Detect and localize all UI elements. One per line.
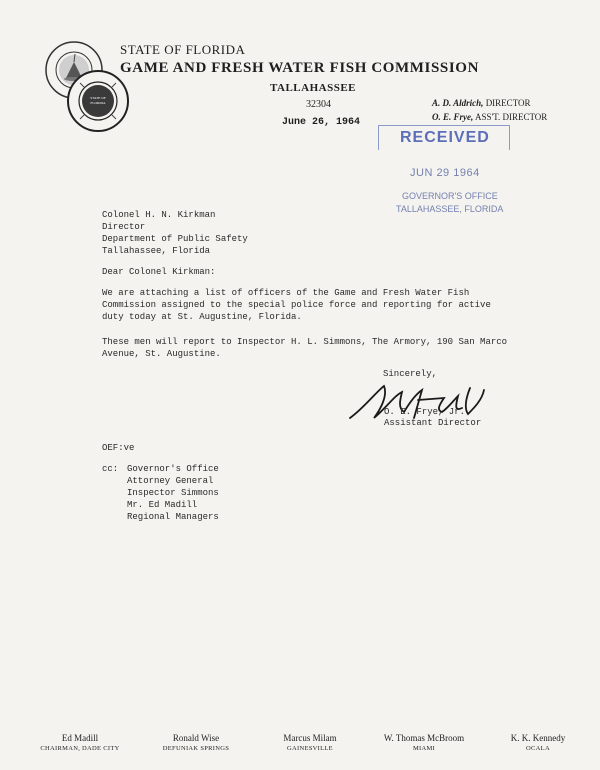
address-line: Director (102, 222, 146, 232)
letter-date: June 26, 1964 (282, 117, 361, 128)
cc-recipient: Inspector Simmons (127, 488, 219, 498)
board-member (480, 733, 596, 753)
member-place: CHAIRMAN, DADE CITY (40, 745, 120, 752)
member-name: W. Thomas McBroom (383, 733, 465, 743)
signer-name: O. E. Frye, Jr. (384, 407, 466, 417)
salutation: Dear Colonel Kirkman: (102, 267, 216, 277)
asst-director-title: ASS'T. DIRECTOR (475, 112, 548, 122)
board-member (252, 733, 368, 753)
zip-code: 32304 (306, 99, 331, 110)
seal-center-text: STATE OF FLORIDA (90, 96, 106, 105)
member-place: OCALA (526, 745, 550, 752)
member-name: K. K. Kennedy (510, 733, 566, 743)
address-line: Tallahassee, Florida (102, 246, 211, 256)
asst-director-line (432, 112, 547, 122)
board-member (366, 733, 482, 753)
member-name: Ed Madill (61, 733, 99, 743)
stamp-office: GOVERNOR'S OFFICE (402, 191, 498, 201)
asst-director-name: O. E. Frye, (432, 112, 474, 122)
member-place: MIAMI (412, 745, 436, 752)
body-paragraph: We are attaching a list of officers of the Game and Fresh Water Fish Commission assigned to the special police force and reporting for active duty today at St. Augustine, Florida. (102, 288, 491, 322)
member-name: Marcus Milam (283, 733, 337, 743)
closing: Sincerely, (383, 369, 438, 379)
stamp-date: JUN 29 1964 (410, 167, 480, 179)
director-line (432, 98, 531, 108)
commission-title: GAME AND FRESH WATER FISH COMMISSION (120, 60, 480, 76)
member-name: Ronald Wise (172, 733, 220, 743)
board-member (138, 733, 254, 753)
cc-recipient: Regional Managers (127, 512, 219, 522)
cc-recipient: Mr. Ed Madill (127, 500, 198, 510)
city-header: TALLAHASSEE (270, 82, 356, 94)
cc-label: cc: (102, 464, 119, 474)
director-title: DIRECTOR (485, 98, 531, 108)
member-place: DEFUNIAK SPRINGS (162, 745, 230, 752)
cc-recipient: Governor's Office (127, 464, 219, 474)
state-header: STATE OF FLORIDA (120, 42, 246, 57)
signer-title: Assistant Director (384, 418, 482, 428)
stamp-received: RECEIVED (400, 129, 490, 146)
member-place: GAINESVILLE (287, 745, 333, 752)
address-line: Colonel H. N. Kirkman (102, 210, 216, 220)
cc-recipient: Attorney General (127, 476, 214, 486)
director-name: A. D. Aldrich, (432, 98, 484, 108)
typist-initials: OEF:ve (102, 443, 135, 453)
stamp-location: TALLAHASSEE, FLORIDA (396, 204, 504, 214)
body-paragraph: These men will report to Inspector H. L. Simmons, The Armory, 190 San Marco Avenue, St. Augustine. (102, 337, 508, 359)
address-line: Department of Public Safety (102, 234, 248, 244)
board-member (22, 733, 138, 753)
received-stamp (378, 125, 512, 225)
